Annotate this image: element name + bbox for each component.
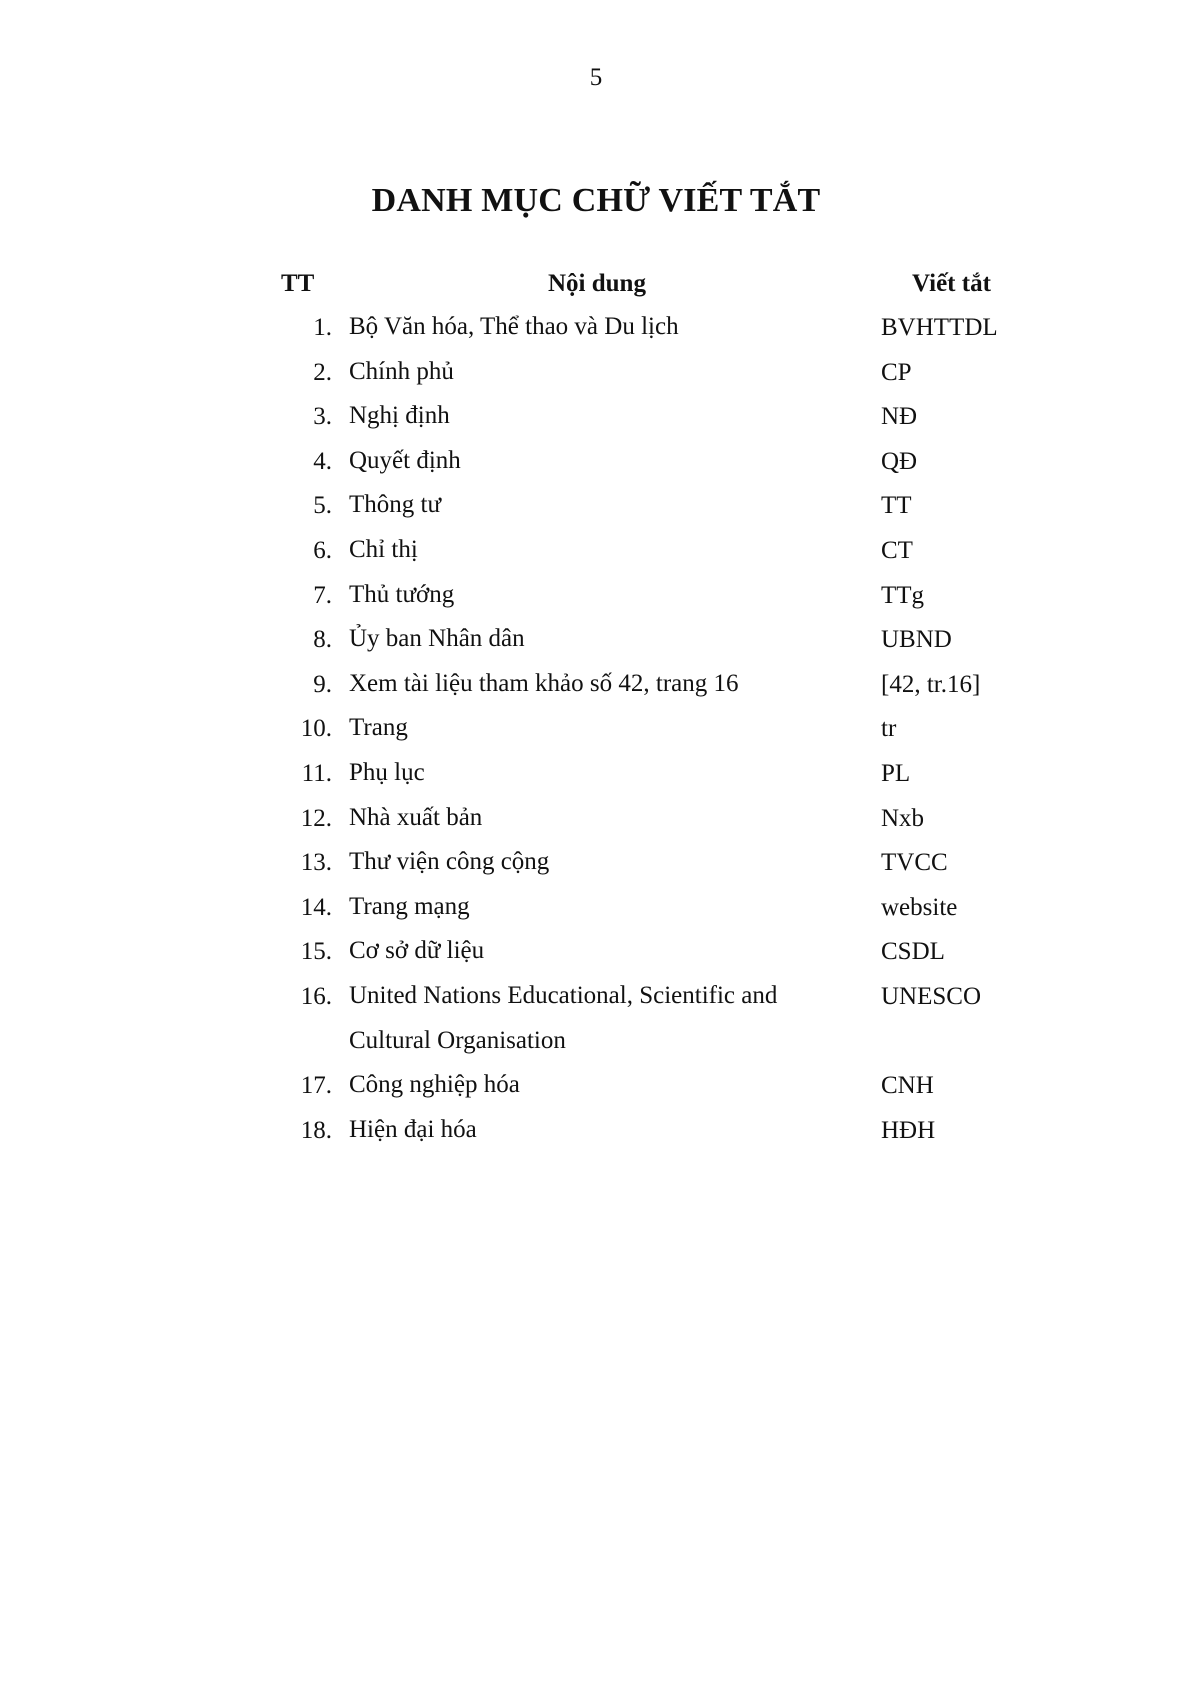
row-number: 5. — [313, 492, 332, 520]
row-number: 17. — [300, 1072, 332, 1100]
row-abbreviation: NĐ — [881, 403, 918, 431]
row-number: 13. — [300, 849, 332, 877]
row-number: 12. — [300, 804, 332, 832]
row-abbreviation: QĐ — [881, 447, 918, 475]
row-abbreviation: website — [881, 893, 958, 921]
row-content: Xem tài liệu tham khảo số 42, trang 16 — [349, 669, 739, 697]
row-content: Chính phủ — [349, 357, 454, 385]
row-number: 4. — [313, 447, 332, 475]
row-abbreviation: CNH — [881, 1072, 934, 1100]
row-number: 15. — [300, 938, 332, 966]
row-number: 14. — [300, 893, 332, 921]
page-number: 5 — [589, 64, 603, 91]
row-number: 2. — [313, 358, 332, 386]
row-content: Bộ Văn hóa, Thể thao và Du lịch — [349, 313, 679, 340]
row-abbreviation: UBND — [881, 626, 952, 654]
row-abbreviation: CT — [881, 536, 913, 564]
row-content: Thủ tướng — [349, 580, 455, 608]
row-content: Thư viện công cộng — [349, 848, 550, 876]
header-abbreviation: Viết tắt — [912, 270, 991, 297]
header-tt: TT — [281, 270, 315, 297]
row-content: Quyết định — [349, 446, 461, 474]
row-abbreviation: HĐH — [881, 1116, 936, 1144]
row-number: 16. — [300, 982, 332, 1010]
page-title: DANH MỤC CHỮ VIẾT TẮT — [371, 182, 821, 219]
row-abbreviation: BVHTTDL — [881, 314, 998, 341]
row-abbreviation: UNESCO — [881, 982, 982, 1010]
table-row — [0, 983, 1192, 1072]
row-abbreviation: CP — [881, 358, 912, 386]
row-number: 11. — [301, 759, 332, 787]
row-content: Phụ lục — [349, 758, 425, 786]
header-content: Nội dung — [548, 270, 646, 297]
row-abbreviation: Nxb — [881, 804, 925, 832]
row-content: Ủy ban Nhân dân — [349, 625, 525, 653]
row-abbreviation: TVCC — [881, 849, 948, 877]
row-content: Trang mạng — [349, 892, 470, 920]
row-content: Thông tư — [349, 491, 442, 519]
row-abbreviation: TT — [881, 492, 912, 520]
row-abbreviation: PL — [881, 759, 911, 787]
row-number: 7. — [313, 581, 332, 609]
row-abbreviation: [42, tr.16] — [881, 670, 981, 698]
row-number: 18. — [300, 1116, 332, 1144]
row-number: 6. — [313, 536, 332, 564]
row-number: 10. — [300, 715, 332, 743]
table-row — [0, 1117, 1192, 1162]
row-content: Nhà xuất bản — [349, 803, 483, 831]
row-number: 1. — [313, 314, 332, 341]
row-number: 8. — [313, 626, 332, 654]
row-number: 3. — [313, 403, 332, 431]
row-content: Chỉ thị — [349, 535, 418, 563]
row-abbreviation: TTg — [881, 581, 925, 609]
row-content: United Nations Educational, Scientific and Cultural Organisation — [349, 981, 778, 1054]
row-content: Cơ sở dữ liệu — [349, 937, 485, 965]
abbreviation-table — [0, 270, 1192, 1161]
row-content: Nghị định — [349, 402, 450, 430]
row-abbreviation: CSDL — [881, 938, 945, 966]
row-content: Hiện đại hóa — [349, 1115, 477, 1143]
row-content: Công nghiệp hóa — [349, 1071, 520, 1099]
row-content: Trang — [349, 714, 408, 742]
row-number: 9. — [313, 670, 332, 698]
row-abbreviation: tr — [881, 715, 897, 743]
